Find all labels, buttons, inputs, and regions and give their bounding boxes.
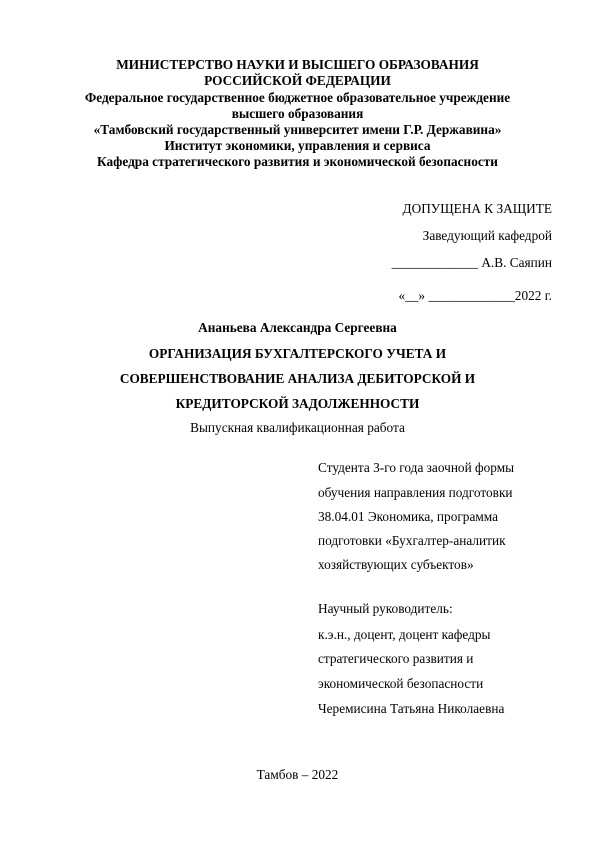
institution-line-1: Федеральное государственное бюджетное образовательное учреждение <box>84 90 511 105</box>
supervisor-line-2: к.э.н., доцент, доцент кафедры <box>318 627 491 642</box>
title-line-2: СОВЕРШЕНСТВОВАНИЕ АНАЛИЗА ДЕБИТОРСКОЙ И <box>119 371 476 386</box>
admitted-label: ДОПУЩЕНА К ЗАЩИТЕ <box>402 201 552 216</box>
title-line-3: КРЕДИТОРСКОЙ ЗАДОЛЖЕННОСТИ <box>175 396 420 411</box>
head-title: Заведующий кафедрой <box>422 228 552 243</box>
city-year: Тамбов – 2022 <box>256 767 339 782</box>
student-line-1: Студента 3-го года заочной формы <box>318 460 515 475</box>
supervisor-line-4: экономической безопасности <box>318 676 484 691</box>
student-line-5: хозяйствующих субъектов» <box>318 557 474 572</box>
approval-date: «__» _____________2022 г. <box>398 288 552 303</box>
ministry-line-1: МИНИСТЕРСТВО НАУКИ И ВЫСШЕГО ОБРАЗОВАНИЯ <box>116 57 479 72</box>
university-name: «Тамбовский государственный университет имени Г.Р. Державина» <box>93 122 502 137</box>
student-line-3: 38.04.01 Экономика, программа <box>318 509 498 524</box>
head-signature: _____________ А.В. Саяпин <box>391 255 552 270</box>
supervisor-line-5: Черемисина Татьяна Николаевна <box>318 701 505 716</box>
student-line-2: обучения направления подготовки <box>318 485 513 500</box>
student-line-4: подготовки «Бухгалтер-аналитик <box>318 533 506 548</box>
author-name: Ананьева Александра Сергеевна <box>198 320 397 335</box>
title-line-1: ОРГАНИЗАЦИЯ БУХГАЛТЕРСКОГО УЧЕТА И <box>148 346 447 361</box>
department-name: Кафедра стратегического развития и экономической безопасности <box>97 154 498 169</box>
institution-line-2: высшего образования <box>231 106 364 121</box>
supervisor-line-3: стратегического развития и <box>318 651 474 666</box>
institute-name: Институт экономики, управления и сервиса <box>164 138 431 153</box>
supervisor-line-1: Научный руководитель: <box>318 601 453 616</box>
work-type: Выпускная квалификационная работа <box>190 420 405 435</box>
ministry-line-2: РОССИЙСКОЙ ФЕДЕРАЦИИ <box>204 73 391 88</box>
